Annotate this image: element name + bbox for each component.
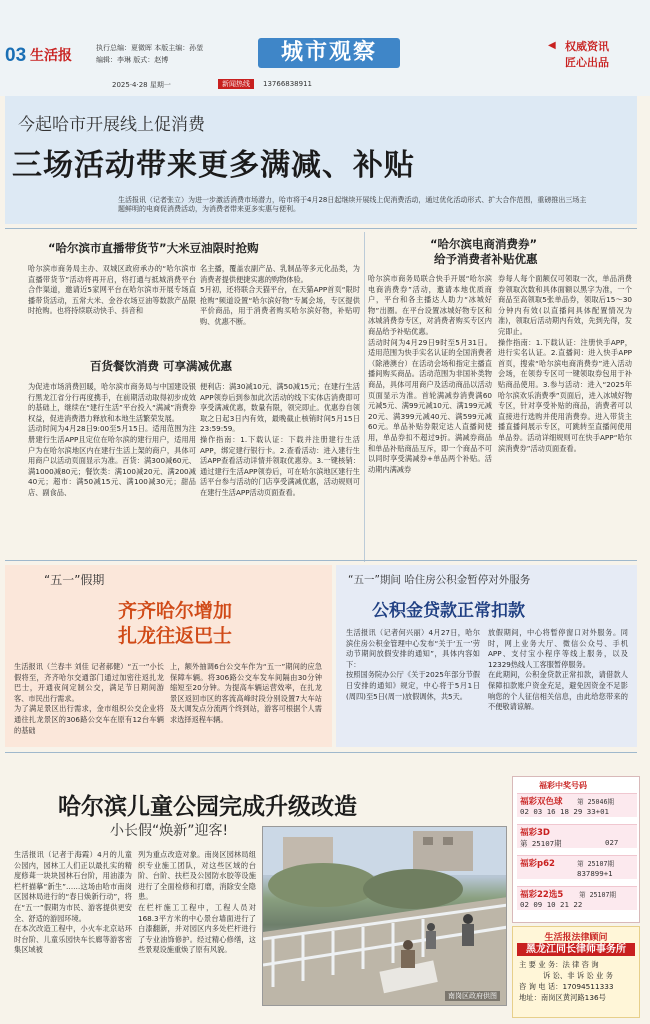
fund-col2: 放假期间，中心将暂停窗口对外服务。同时，网上业务大厅、微信公众号、手机APP、支付宝小程序等线上服务，以及12329热线人工客服暂停服务。 在此期间，公积金贷款正常扣款，请借款人保障扣款账户资金充足，避免因资金不足影响您的个人征信相关信息，由此给您带来的不便敬请谅解。 — [488, 628, 628, 712]
lottery-item-numbers: 02 03 16 18 29 33+01 — [520, 807, 609, 816]
lottery-item — [517, 855, 637, 879]
lottery-item-name: 福彩3D — [520, 828, 550, 838]
lottery-item-name: 福彩双色球 — [520, 797, 563, 807]
ad-line: 诉 讼、非 诉 讼 业 务 — [543, 971, 613, 980]
hotline-number: 13766838911 — [263, 80, 312, 88]
lottery-item-numbers: 837899+1 — [577, 869, 613, 878]
fund-title: 公积金贷款正常扣款 — [372, 601, 525, 621]
fund-col1: 生活报讯（记者何兴丽）4月27日，哈尔滨住房公积金管理中心发布“关于‘五一’劳动节期间放假安排的通知”，具体内容如下： 按照国务院办公厅《关于2025年部分节假日安排的通知》规定，中心将于5月1日(周四)至5日(周一)放假调休，共5天。 — [346, 628, 480, 701]
sub3-col2: 便利店：满30减10元、满50减15元；在建行生活APP领券后到参加此次活动的线下实体店消费即可享受满减优惠，数量有限，领完即止。优惠券自领取之日起3日内有效，最晚截止核销时间5月15日23:59:59。 操作指南：1.下载认证：下载并注册建行生活APP，绑定建行银行卡。2.查看活动：进入建行生活APP查看活动详情并领取优惠券。3.一键核销：通过建行生活APP领券后，可在哈尔滨地区建行生活平台参与活动的门店享受满减优惠，活动规则可在建行生活APP活动页面查看。 — [200, 382, 360, 497]
ad-title: 生活报法律顾问 — [544, 933, 608, 943]
sub1-col2: 名主播，覆盖农副产品、乳制品等多元化品类，为消费者提供便捷实惠的购物体验。 5月初，还将联合天猫平台，在天猫APP首页“限时抢购”频道设置“哈尔滨好物”专属会场，专区提供平价商品，用于消费者购买哈尔滨好物，补贴叨购、优惠不断。 — [200, 264, 360, 326]
lottery-title: 福彩中奖号码 — [539, 781, 587, 790]
sub2-col1: 哈尔滨市商务局联合快手开展“哈尔滨电商消费券”活动，邀请本地优质商户，平台和各主播达人助力“冰城好物”出圈。在平台设置冰城好物专区和冰城消费券专区，对消费者购买专区内商品给予补贴优惠。 活动时间为4月29日9时至5月31日。适用范围为快手实名认证的全国消费者（除港澳台）在活动会场和指定主播直播间购买商品。活动范围为非国补类物商品，具体可用商户及活动商品以活动页面显示为准。首轮满减券消费满60元减5元、满99元减10元、满199元减20元、满399元减40元、满599元减60元。单品补贴券限定达人直播间使用，单品券扣不超过9折。满减券商品和单品补贴商品互斥，即一个商品不可以同时享受满减券+单品两个补贴。活动期内满减券 — [368, 274, 492, 474]
park-col2: 列为重点改造对象。南岗区园林局组织专业施工团队，对这些区域的台阶、台阶、扶栏及公园防水胶等设施进行了全面检修和打磨，消除安全隐患。 在栏杆施工工程中，工程人员对168.3平方米的中心景台墙面进行了白漆翻新，并对园区内多处栏杆进行了专业油饰修护。经过精心修缮，这些景观设施重焕了原有风貌。 — [138, 850, 256, 955]
bus-title-line2: 扎龙往返巴士 — [117, 625, 232, 647]
lottery-item-issue: 第 25107期 — [577, 860, 615, 868]
legal-ad — [512, 926, 640, 1018]
slogan-line-1: 权威资讯 — [565, 40, 609, 53]
page-number: 03 — [5, 45, 27, 66]
photo-credit: 南岗区政府供图 — [445, 991, 500, 1001]
bus-kicker: “五一”假期 — [44, 573, 105, 587]
ad-phone: 咨 询 电 话：17094511333 — [519, 982, 614, 991]
lottery-item — [517, 793, 637, 817]
sub2-title: “哈尔滨电商消费券” — [430, 237, 538, 251]
lottery-item — [517, 824, 637, 848]
divider — [5, 752, 637, 753]
section-title: 城市观察 — [258, 38, 400, 68]
lead-paragraph: 生活报讯（记者张立）为进一步激活消费市场潜力，哈市将于4月28日起继续开展线上促消费活动，通过优化活动形式、扩大合作范围，重磅推出三场主题鲜明的电商促消费活动，为消费者带来更多实惠与便利。 — [118, 196, 587, 213]
sub3-title: 百货餐饮消费 可享满减优惠 — [90, 359, 233, 373]
sub1-col1: 哈尔滨市商务局主办、双城区政府承办的“哈尔滨市直播带货节”活动将再开启，将打通与抵城消费平台合作渠道，邀请近5家网平台在哈尔滨市开展专场直播带货活动，五常大米、金谷农场豆油等数款产品限时抢购。也将持续联动快手、抖音和 — [28, 264, 196, 316]
arrow-icon: ◀ — [548, 40, 556, 51]
brand-logo: 生活报 — [30, 48, 72, 64]
slogan-line-2: 匠心出品 — [565, 56, 609, 69]
park-photo-illustration — [263, 827, 507, 1006]
sub1-title: “哈尔滨市直播带货节”大米豆油限时抢购 — [48, 241, 259, 255]
sub2-col2: 券每人每个面额仅可领取一次，单品消费券领取次数和具体面额以黑字为准，一个商品至高领取5张单品券，领取后15～30分钟内有效(以直播间具体配置情况为准)，领取后活动期内有效，先到先得，发完即止。 操作指南：1.下载认证：注册快手APP，进行实名认证。2.直播间：进入快手APP首页，搜索“哈尔滨电商消费券”进入活动会场，在领券专区可一键领取券包用于补贴商品使用。3.参与活动：进入“2025年哈尔滨欢乐消费季”页面后，进入冰城好物专区，针对享受补贴的商品，消费者可以直接进行选购并使用消费券。进入带货主播直播间展示专区，可跳转至直播间使用单品券。活动详细规则可在快手APP“哈尔滨消费券”活动页面查看。 — [498, 274, 632, 453]
lottery-item-issue: 第 25107期 — [579, 891, 617, 899]
lead-headline: 三场活动带来更多满减、补贴 — [12, 148, 415, 183]
sub3-col1: 为促进市场消费回暖，哈尔滨市商务局与中国建设银行黑龙江省分行再度携手，在前期活动取得初步成效的基础上，继续在“建行生活”平台投入“满减”消费券权益，促进消费潜力释放和本地生活繁荣发展。 活动时间为4月28日9:00至5月15日。适用范围为注册建行生活APP且定位在哈尔滨的建行用户，适用用户为在哈尔滨地区内在建行生活上架的商户，具体可用商户以活动页面显示为准。百货：满300减60元、满1000减80元；餐饮类：满100减20元、满200减40元；超市：满50减15元、满100减30元；甜品店、副食品、 — [28, 382, 196, 497]
lottery-item-issue: 第 25046期 — [577, 798, 615, 806]
park-col1: 生活报讯（记者于海霞）4月的儿童公园内，园林工人们正以最扎实的精度修葺一块块园林石台阶，用油漆为栏杆描摹“新生”……这场由哈市南岗区园林局进行的“春日焕新行动”，将在“五一”假期为市民、游客提供更安全、舒适的游园环境。 在本次改造工程中，小火车北京站环时台阶、儿童乐园快车长廊等游客密集区域被 — [14, 850, 132, 955]
staff-line-1: 执行总编：夏微晖 本版主编：孙堃 — [96, 44, 204, 52]
hotline-tag: 新闻热线 — [218, 79, 254, 89]
column-divider — [364, 232, 365, 562]
fund-kicker: “五一”期间 哈住房公积金暂停对外服务 — [348, 574, 531, 586]
lottery-item-name: 福彩p62 — [520, 859, 555, 869]
park-subtitle: 小长假“焕新”迎客! — [110, 823, 229, 839]
bus-title-line1: 齐齐哈尔增加 — [117, 600, 232, 622]
issue-date: 2025·4·28 星期一 — [112, 81, 171, 89]
divider — [5, 228, 637, 229]
sub2-title-line2: 给予消费者补贴优惠 — [434, 252, 538, 266]
ad-address: 地址：南岗区黄河路136号 — [519, 993, 606, 1002]
park-photo — [262, 826, 507, 1006]
lottery-item-issue: 第 25107期 — [520, 839, 562, 848]
lottery-item-numbers: 02 09 10 21 22 — [520, 900, 583, 909]
lottery-item — [517, 886, 637, 910]
lead-kicker: 今起哈市开展线上促消费 — [18, 115, 205, 135]
lottery-item-name: 福彩22选5 — [520, 890, 564, 900]
bus-col1: 生活报讯（兰春丰 刘佳 记者郝健）“五一”小长假将至，齐齐哈尔交通部门通过加密往返扎龙巴士，开通夜间定制公交，满足节日期间游客、市民出行需求。 为了满足景区出行需求，金市组织公交企业将通往扎龙景区的306路公交车在原有12台车辆的基础 — [14, 662, 164, 735]
bus-col2: 上，额外抽调6台公交车作为“五一”期间的应急保障车辆。将306路公交车发车间隔由30分钟缩短至20分钟。为提高车辆运营效率，在扎龙景区返回市区的客流高峰时段分别设置7大车站及大调发点分流两个终到站，游客可根据个人需求选择返程车辆。 — [170, 662, 322, 724]
park-headline: 哈尔滨儿童公园完成升级改造 — [58, 794, 357, 820]
divider — [5, 560, 637, 561]
lottery-item-numbers: 027 — [605, 838, 619, 847]
lottery-box — [512, 776, 640, 923]
ad-firm: 黑龙江同长律师事务所 — [517, 943, 635, 956]
ad-line: 主 要 业 务：法 律 咨 询 — [519, 960, 599, 969]
staff-line-2: 编辑：李琳 版式：赵博 — [96, 56, 169, 64]
